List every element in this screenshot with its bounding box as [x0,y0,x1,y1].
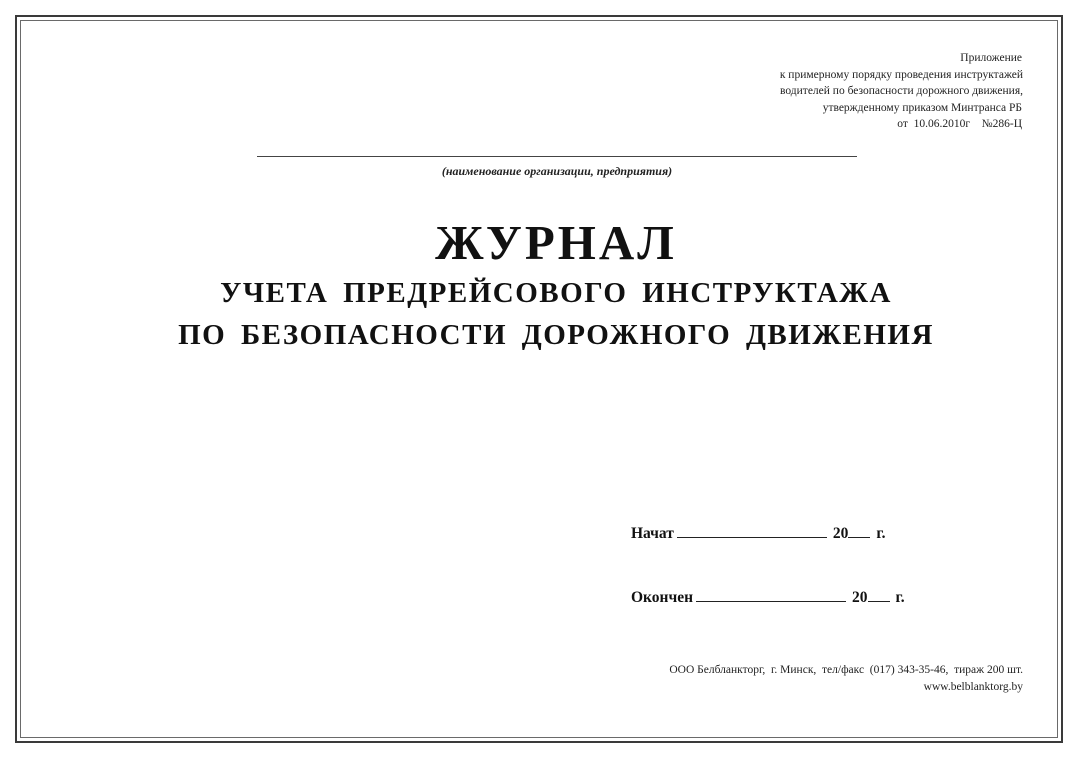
publisher-info [669,662,1023,696]
start-year-suffix: г. [876,525,886,542]
start-label: Начат [631,525,674,542]
start-date-blank [677,536,827,538]
journal-subtitle-line-2: ПО БЕЗОПАСНОСТИ ДОРОЖНОГО ДВИЖЕНИЯ [178,319,934,351]
appendix-note [780,50,1023,133]
appendix-line: Приложение [960,52,1022,64]
start-year-prefix: 20 [832,525,849,542]
appendix-line: утвержденному приказом Минтранса РБ [822,101,1022,114]
end-year-suffix: г. [895,589,905,606]
end-label: Окончен [631,589,694,606]
end-date-blank [696,600,846,602]
appendix-line: к примерному порядку проведения инструктажей [779,68,1023,81]
organization-caption: (наименование организации, предприятия) [441,164,673,178]
journal-title: ЖУРНАЛ [435,215,677,270]
publisher-line: ООО Белбланкторг, г. Минск, тел/факс (017) 343-35-46, тираж 200 шт. [669,664,1023,676]
end-year-prefix: 20 [852,589,868,606]
appendix-line: водителей по безопасности дорожного движения, [780,85,1023,97]
organization-name-line [257,156,857,157]
publisher-website: www.belblanktorg.by [923,681,1023,693]
start-date-row [631,525,886,543]
end-year-blank [868,600,890,602]
end-date-row [631,589,905,607]
appendix-line: от 10.06.2010г №286-Ц [897,118,1022,130]
journal-subtitle-line-1: УЧЕТА ПРЕДРЕЙСОВОГО ИНСТРУКТАЖА [220,277,892,309]
start-year-blank [848,536,870,538]
